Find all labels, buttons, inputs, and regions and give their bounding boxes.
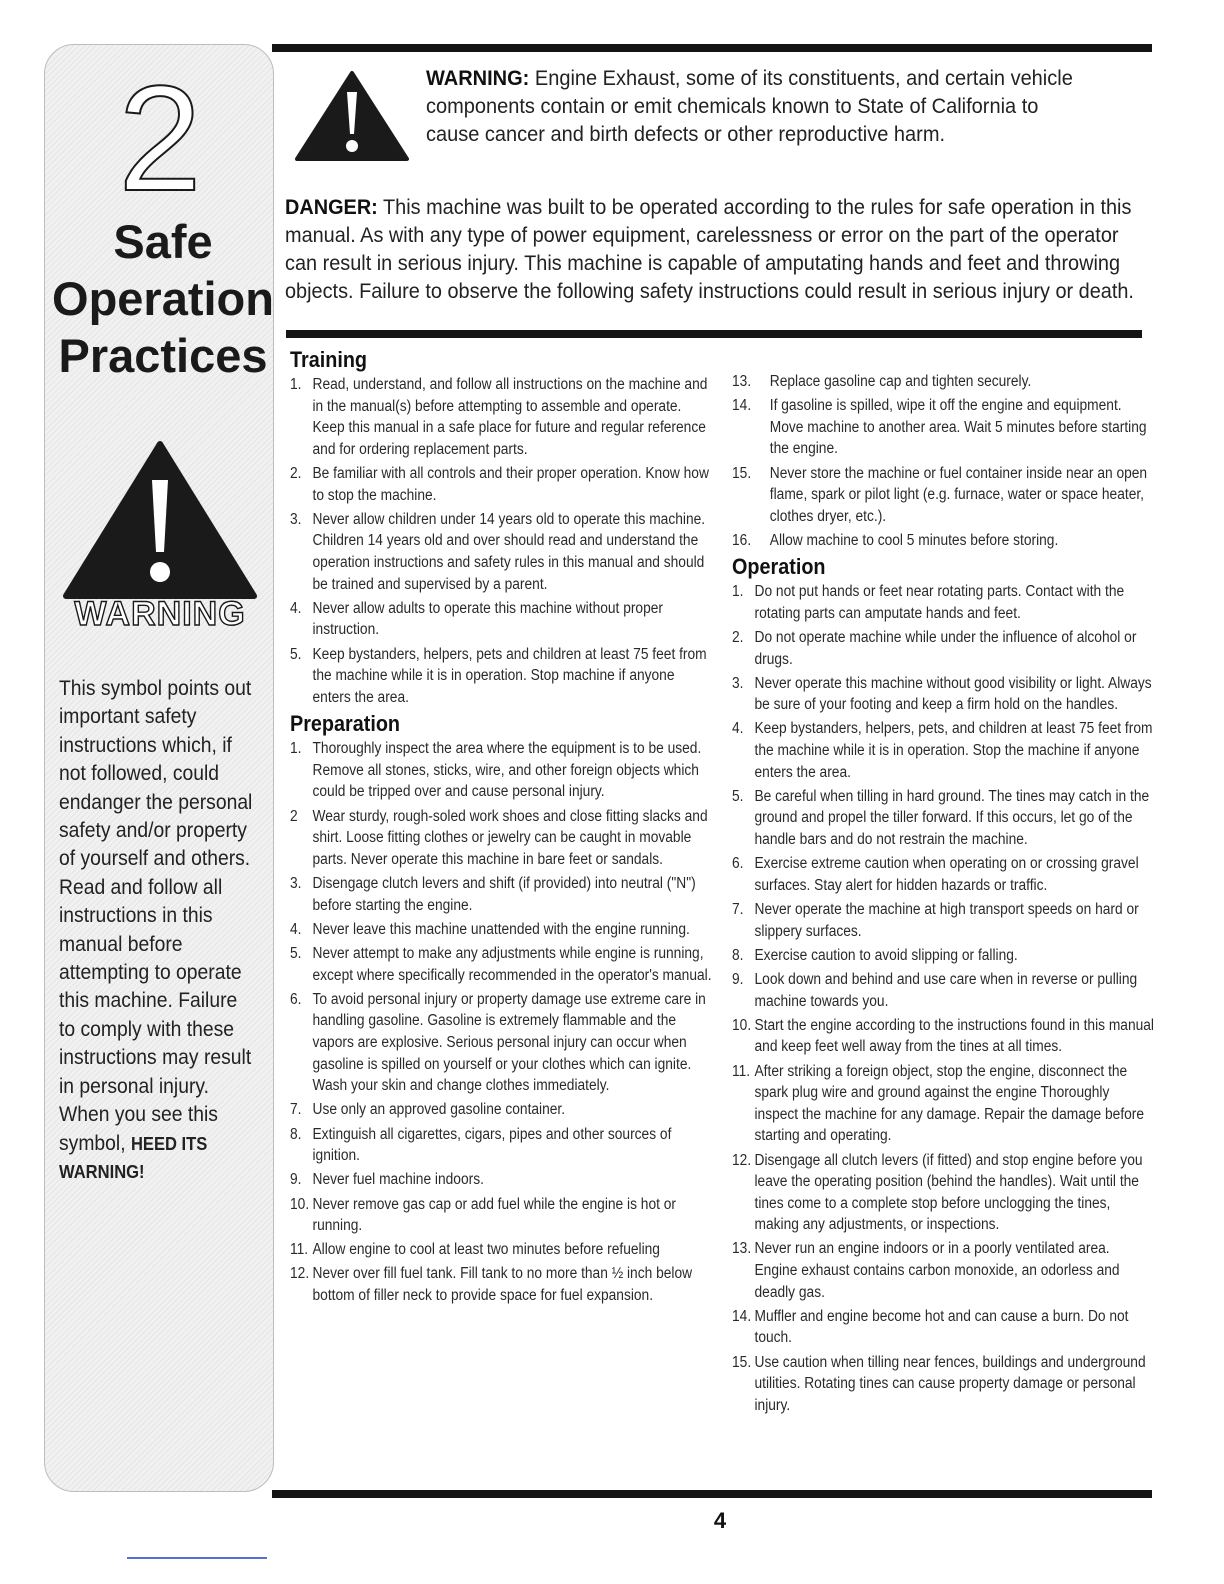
list-item — [732, 530, 1156, 552]
list-item-number: 4. — [732, 720, 744, 738]
list-item — [290, 509, 716, 595]
list-item-number: 1. — [290, 376, 302, 393]
warning-triangle-icon — [62, 440, 258, 600]
list-item-number: 3. — [290, 510, 302, 528]
chapter-title-line-2: Operation — [52, 272, 274, 325]
danger-notice — [285, 193, 1136, 305]
list-item — [290, 1169, 716, 1191]
preparation-list-continued — [732, 371, 1156, 552]
list-item — [732, 853, 1156, 896]
chapter-sidebar — [44, 44, 274, 1492]
heed-warning-text: HEED ITS WARNING! — [59, 1133, 208, 1182]
list-item-text: After striking a foreign object, stop the engine, disconnect the spark plug wire and ground against the engine Thoroughly inspect the machine for any damage. Repair the damage before starting and operating. — [754, 1062, 1145, 1145]
list-item — [290, 738, 716, 803]
list-item-number: 14. — [732, 1307, 752, 1325]
list-item-number: 12. — [290, 1265, 310, 1283]
list-item-text: Extinguish all cigarettes, cigars, pipes and other sources of ignition. — [312, 1125, 672, 1165]
list-item — [290, 1263, 716, 1306]
list-item-text: Do not operate machine while under the influence of alcohol or drugs. — [754, 628, 1137, 668]
list-item — [732, 969, 1156, 1012]
list-item-text: Exercise caution to avoid slipping or falling. — [754, 946, 1018, 964]
list-item-number: 5. — [732, 787, 744, 805]
symbol-explanation — [59, 675, 254, 1186]
list-item-text: Never attempt to make any adjustments while engine is running, except where specifically recommended in the operator's manual. — [312, 945, 712, 984]
list-item-text: Never over fill fuel tank. Fill tank to no more than ½ inch below bottom of filler neck to provide space for fuel expansion. — [312, 1265, 693, 1305]
right-column — [732, 371, 1156, 1419]
list-item — [290, 806, 716, 871]
list-item — [290, 644, 716, 709]
danger-text: This machine was built to be operated according to the rules for safe operation in this manual. As with any type of power equipment, carelessness or error on the part of the operator can result in serious injury. This machine is capable of amputating hands and feet and throwing objects. Failure to observe the following safety instructions could result in serious injury or death. — [285, 195, 1134, 303]
list-item — [732, 1015, 1156, 1058]
list-item-text: Replace gasoline cap and tighten securely. — [769, 373, 1032, 390]
list-item-number: 5. — [290, 645, 302, 663]
list-item-number: 2. — [732, 628, 744, 646]
list-item-text: Thoroughly inspect the area where the equipment is to be used. Remove all stones, sticks, wire, and other foreign objects which could be tripped over and cause personal injury. — [312, 740, 702, 801]
list-item-text: Wear sturdy, rough-soled work shoes and close fitting slacks and shirt. Loose fitting clothes or jewelry can be caught in movable parts. Never operate this machine in bare feet or sandals. — [312, 807, 708, 868]
list-item-number: 3. — [290, 875, 302, 893]
list-item — [732, 1238, 1156, 1303]
list-item-number: 15. — [732, 1353, 752, 1371]
training-heading: Training — [290, 347, 368, 372]
list-item — [732, 463, 1156, 528]
list-item — [732, 1352, 1156, 1417]
list-item — [290, 1194, 716, 1237]
list-item — [732, 371, 1156, 393]
list-item — [290, 1124, 716, 1167]
chapter-title-line-3: Practices — [58, 329, 268, 382]
list-item-text: Be familiar with all controls and their proper operation. Know how to stop the machine. — [312, 464, 709, 504]
list-item-number: 7. — [732, 901, 744, 918]
list-item — [732, 945, 1156, 967]
list-item-number: 5. — [290, 945, 302, 962]
list-item-text: If gasoline is spilled, wipe it off the engine and equipment. Move machine to another area. Wait 5 minutes before starting the engine. — [769, 397, 1147, 458]
page-number: 4 — [713, 1508, 727, 1533]
chapter-title-line-1: Safe — [113, 215, 213, 268]
list-item-text: Never allow adults to operate this machine without proper instruction. — [312, 599, 663, 639]
list-item — [732, 673, 1156, 716]
list-item-text: Never fuel machine indoors. — [312, 1171, 484, 1189]
warning-triangle-icon — [294, 70, 410, 162]
list-item-text: Never operate this machine without good visibility or light. Always be sure of your footing and keep a firm hold on the handles. — [754, 674, 1152, 714]
list-item-text: Disengage all clutch levers (if fitted) and stop engine before you leave the operating position (behind the handles). Wait until the tines come to a complete stop before unclogging the tines, making any adjustments, or inspections. — [754, 1151, 1143, 1234]
list-item-number: 15. — [732, 464, 752, 482]
top-rule — [272, 44, 1152, 52]
list-item-number: 3. — [732, 674, 744, 692]
list-item — [732, 899, 1156, 942]
list-item-text: Keep bystanders, helpers, pets, and children at least 75 feet from the machine while it is in operation. Stop the machine if anyone enters the area. — [754, 720, 1153, 781]
section-rule — [286, 330, 1142, 338]
list-item — [290, 598, 716, 641]
list-item-number: 4. — [290, 920, 302, 938]
list-item — [732, 1306, 1156, 1349]
chapter-title — [35, 213, 291, 384]
list-item-number: 4. — [290, 599, 302, 617]
list-item-text: Disengage clutch levers and shift (if provided) into neutral ("N") before starting the engine. — [312, 875, 696, 914]
list-item-text: Use caution when tilling near fences, buildings and underground utilities. Rotating tines can cause property damage or personal injury. — [754, 1353, 1146, 1414]
bottom-rule — [272, 1490, 1152, 1498]
list-item — [732, 627, 1156, 670]
list-item-text: Read, understand, and follow all instructions on the machine and in the manual(s) before attempting to assemble and operate. Keep this manual in a safe place for future and regular reference and for ordering replacement parts. — [312, 376, 708, 458]
warning-heading: WARNING: — [426, 66, 530, 90]
list-item-number: 2. — [290, 464, 302, 482]
list-item-number: 2 — [290, 807, 298, 825]
preparation-list — [290, 738, 716, 1306]
list-item-number: 16. — [732, 531, 752, 549]
list-item-text: To avoid personal injury or property damage use extreme care in handling gasoline. Gasoline is extremely flammable and the vapors are explosive. Serious personal injury can occur when gasoline is spilled on yourself or your clothes which can ignite. Wash your skin and change clothes immediately. — [312, 990, 706, 1095]
list-item — [290, 1099, 716, 1121]
list-item-number: 6. — [732, 855, 744, 873]
list-item-text: Keep bystanders, helpers, pets and children at least 75 feet from the machine while it is in operation. Stop machine if anyone enters the area. — [312, 645, 707, 706]
list-item-number: 7. — [290, 1101, 302, 1119]
operation-heading: Operation — [732, 554, 826, 580]
list-item-text: Exercise extreme caution when operating on or crossing gravel surfaces. Stay alert for hidden hazards or traffic. — [754, 855, 1139, 894]
list-item-number: 9. — [732, 970, 744, 988]
list-item-number: 8. — [290, 1125, 302, 1143]
list-item-number: 8. — [732, 946, 744, 964]
list-item — [290, 989, 716, 1097]
list-item-text: Allow machine to cool 5 minutes before storing. — [769, 531, 1059, 549]
california-warning — [426, 64, 1086, 148]
list-item — [290, 943, 716, 986]
list-item — [290, 873, 716, 916]
list-item-text: Muffler and engine become hot and can cause a burn. Do not touch. — [754, 1307, 1129, 1347]
list-item — [732, 786, 1156, 851]
list-item-text: Never leave this machine unattended with the engine running. — [312, 920, 690, 938]
list-item-number: 10. — [290, 1195, 310, 1213]
list-item — [290, 374, 716, 460]
footer-line — [127, 1557, 267, 1559]
list-item-text: Use only an approved gasoline container. — [312, 1101, 566, 1119]
list-item-number: 12. — [732, 1151, 752, 1169]
list-item — [732, 718, 1156, 783]
list-item — [732, 395, 1156, 460]
list-item-number: 13. — [732, 373, 752, 390]
list-item-number: 11. — [732, 1062, 751, 1080]
list-item-number: 9. — [290, 1171, 302, 1189]
list-item-text: Never operate the machine at high transport speeds on hard or slippery surfaces. — [754, 901, 1139, 940]
left-column — [290, 347, 716, 1309]
list-item-number: 13. — [732, 1240, 752, 1258]
list-item-text: Start the engine according to the instructions found in this manual and keep feet well away from the tines at all times. — [754, 1016, 1155, 1056]
chapter-number: 2 — [118, 54, 202, 222]
list-item-text: Never remove gas cap or add fuel while the engine is hot or running. — [312, 1195, 677, 1235]
list-item-text: Never store the machine or fuel container inside near an open flame, spark or pilot light (e.g. furnace, water or space heater, clothes dryer, etc.). — [769, 464, 1148, 525]
list-item-text: Never allow children under 14 years old to operate this machine. Children 14 years old and over should read and understand the operation instructions and safety rules in this manual and should be trained and supervised by a parent. — [312, 510, 706, 593]
california-warning-text: Engine Exhaust, some of its constituents, and certain vehicle components contain or emit chemicals known to State of California to cause cancer and birth defects or other reproductive harm. — [426, 66, 1073, 146]
preparation-heading: Preparation — [290, 711, 401, 737]
warning-label: WARNING — [74, 595, 246, 633]
operation-list — [732, 581, 1156, 1416]
training-list — [290, 374, 716, 708]
list-item — [732, 581, 1156, 624]
danger-heading: DANGER: — [285, 195, 378, 219]
list-item — [290, 1239, 716, 1261]
list-item — [732, 1061, 1156, 1147]
list-item — [732, 1150, 1156, 1236]
list-item-number: 6. — [290, 990, 302, 1008]
list-item-text: Allow engine to cool at least two minutes before refueling — [312, 1241, 660, 1259]
list-item-number: 10. — [732, 1016, 752, 1034]
list-item-text: Look down and behind and use care when in reverse or pulling machine towards you. — [754, 970, 1138, 1010]
list-item-text: Do not put hands or feet near rotating parts. Contact with the rotating parts can amputate hands and feet. — [754, 583, 1125, 622]
list-item — [290, 463, 716, 506]
list-item-number: 11. — [290, 1241, 309, 1259]
list-item-number: 1. — [732, 583, 744, 601]
list-item-number: 14. — [732, 397, 752, 415]
list-item-text: Never run an engine indoors or in a poorly ventilated area. Engine exhaust contains carbon monoxide, an odorless and deadly gas. — [754, 1240, 1120, 1301]
list-item-text: Be careful when tilling in hard ground. The tines may catch in the ground and propel the tiller forward. If this occurs, let go of the handle bars and do not restrain the machine. — [754, 787, 1150, 849]
list-item-number: 1. — [290, 740, 302, 758]
list-item — [290, 919, 716, 941]
symbol-explanation-text: This symbol points out important safety instructions which, if not followed, could endanger the personal safety and/or property of yourself and others. Read and follow all instructions in this manual before attempting to operate this machine. Failure to comply with these instructions may result in personal injury. When you see this symbol, — [59, 677, 253, 1155]
